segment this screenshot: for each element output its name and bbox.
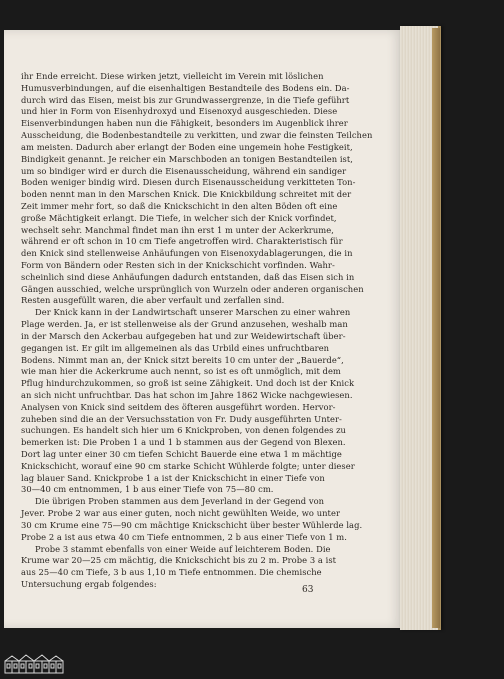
text-line: an sich nicht unfruchtbar. Das hat schon im Jahre 1862 Wicke nachgewiesen. [21,389,353,400]
body-text [21,71,373,591]
text-line: Jever. Probe 2 war aus einer guten, noch nicht gewühlten Weide, wo unter [21,508,340,519]
text-line: wechselt sehr. Manchmal findet man ihn erst 1 m unter der Ackerkrume, [21,224,334,235]
text-line: Ausscheidung, die Bodenbestandteile zu verkitten, und zwar die feinsten Teilchen [21,130,373,141]
text-line: Dort lag unter einer 30 cm tiefen Schicht Bauerde eine etwa 1 m mächtige [21,449,342,459]
text-line: zuheben sind die an der Versuchsstation von Fr. Dudy ausgeführten Unter- [21,413,342,424]
page-number: 63 [302,585,314,595]
text-line: während er oft schon in 10 cm Tiefe angetroffen wird. Charakteristisch für [21,236,343,247]
text-line: Zeit immer mehr fort, so daß die Knickschicht in den alten Böden oft eine [21,200,338,211]
text-line: Plage werden. Ja, er ist stellenweise als der Grund anzusehen, weshalb man [21,319,348,330]
text-line: 30 cm Krume eine 75—90 cm mächtige Knickschicht über bester Wühlerde lag. [21,519,363,530]
text-line: Gängen ausschied, welche ursprünglich von Wurzeln oder anderen organischen [21,283,364,294]
text-line: und hier in Form von Eisenhydroxyd und Eisenoxyd ausgeschieden. Diese [21,106,338,117]
text-line: Untersuchung ergab folgendes: [21,578,157,589]
text-line: Humusverbindungen, auf die eisenhaltigen Bestandteile des Bodens ein. Da- [21,82,350,93]
text-line: am meisten. Dadurch aber erlangt der Boden eine ungemein hohe Festigkeit, [21,141,353,152]
text-line: Bindigkeit genannt. Je reicher ein Marschboden an tonigen Bestandteilen ist, [21,153,353,164]
text-line: Knickschicht, worauf eine 90 cm starke Schicht Wühlerde folgte; unter dieser [21,460,355,471]
text-line: Probe 2 a ist aus etwa 40 cm Tiefe entnommen, 2 b aus einer Tiefe von 1 m. [21,531,347,542]
text-line: durch wird das Eisen, meist bis zur Grundwassergrenze, in die Tiefe geführt [21,94,350,105]
text-line: große Mächtigkeit erlangt. Die Tiefe, in welcher sich der Knick vorfindet, [21,212,337,223]
text-line: um so bindiger wird er durch die Eisenausscheidung, während ein sandiger [21,165,347,176]
book-cover-edge [432,28,440,628]
text-line: Die übrigen Proben stammen aus dem Jeverland in der Gegend von [35,496,325,507]
text-line: Pflug hindurchzukommen, so groß ist seine Zähigkeit. Und doch ist der Knick [21,378,355,389]
text-line: 30—40 cm entnommen, 1 b aus einer Tiefe von 75—80 cm. [21,484,274,495]
text-line: scheinlich sind diese Anhäufungen dadurch entstanden, daß das Eisen sich in [21,271,355,282]
text-line: wie man hier die Ackerkrume auch nennt, so ist es oft unmöglich, mit dem [21,366,341,377]
text-line: den Knick sind stellenweise Anhäufungen von Eisenoxydablagerungen, die in [21,248,353,259]
text-line: Form von Bändern oder Resten sich in der Knickschicht vorfinden. Wahr- [21,260,335,270]
text-line: bemerken ist: Die Proben 1 a und 1 b stammen aus der Gegend von Blexen. [21,437,346,448]
text-line: aus 25—40 cm Tiefe, 3 b aus 1,10 m Tiefe entnommen. Die chemische [21,567,322,578]
library-building-logo [4,652,64,674]
text-line: Bodens. Nimmt man an, der Knick sitzt bereits 10 cm unter der „Bauerde“, [21,354,344,365]
text-line: Analysen von Knick sind seitdem des öfteren ausgeführt worden. Hervor- [21,401,336,412]
text-line: Resten ausgefüllt waren, die aber verfault und zerfallen sind. [21,295,285,306]
text-line: gegangen ist. Er gilt im allgemeinen als das Urbild eines unfruchtbaren [21,342,330,353]
text-line: in der Marsch den Ackerbau aufgegeben hat und zur Weidewirtschaft über- [21,330,346,341]
text-line: lag blauer Sand. Knickprobe 1 a ist der Knickschicht in einer Tiefe von [21,472,325,483]
text-line: Eisenverbindungen haben nun die Fähigkeit, besonders im Augenblick ihrer [21,118,348,129]
text-line: Boden weniger bindig wird. Diesen durch Eisenausscheidung verkitteten Ton- [21,177,356,188]
text-line: Krume war 20—25 cm mächtig, die Knickschicht bis zu 2 m. Probe 3 a ist [21,555,337,566]
text-line: ihr Ende erreicht. Diese wirken jetzt, vielleicht im Verein mit löslichen [21,71,324,81]
text-line: boden nennt man in den Marschen Knick. Die Knickbildung schreitet mit der [21,189,352,200]
text-line: suchungen. Es handelt sich hier um 6 Knickproben, von denen folgendes zu [21,425,346,436]
text-line: Probe 3 stammt ebenfalls von einer Weide auf leichterem Boden. Die [35,543,331,554]
text-line: Der Knick kann in der Landwirtschaft unserer Marschen zu einer wahren [35,307,351,318]
